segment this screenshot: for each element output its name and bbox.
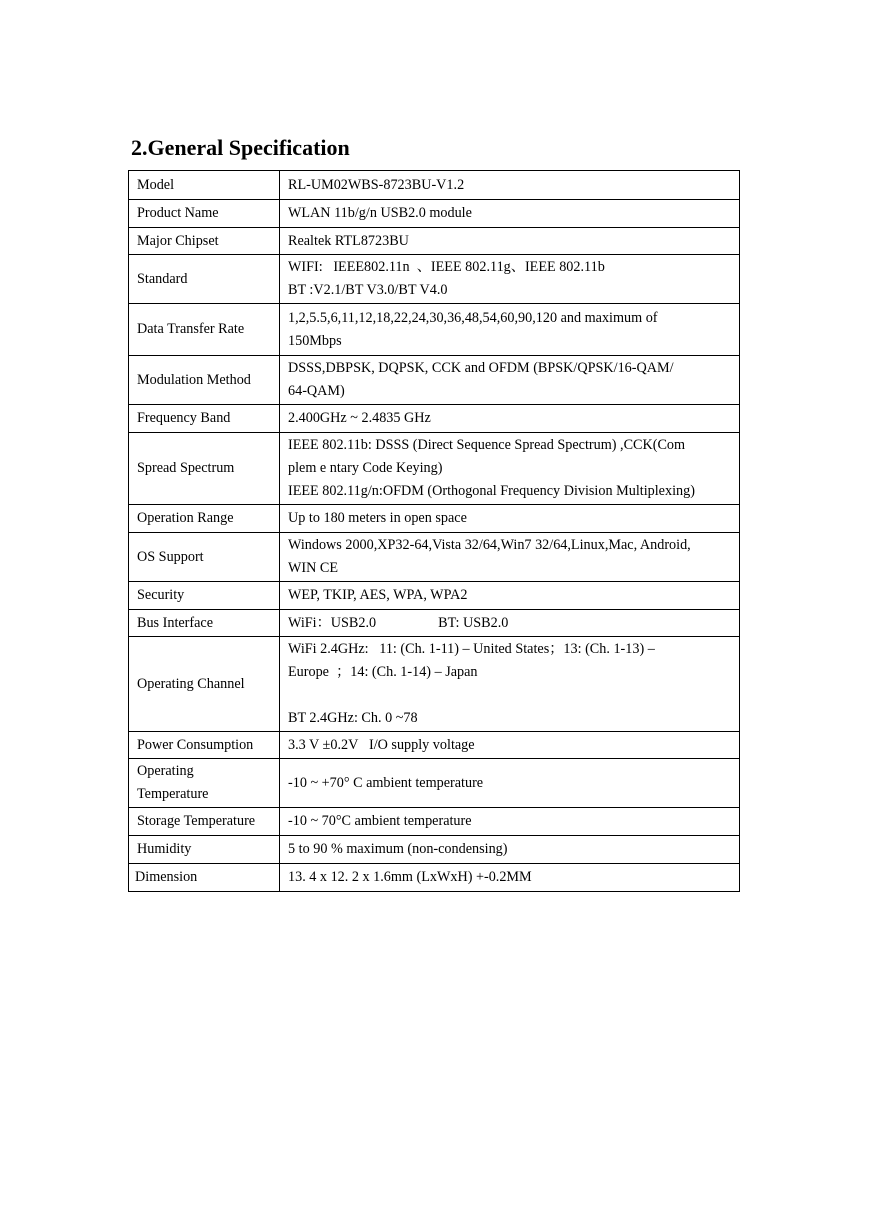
row-label: Product Name (129, 200, 280, 228)
label-line: Temperature (137, 786, 209, 802)
row-label: Storage Temperature (129, 808, 280, 836)
table-row-storage-temperature (129, 808, 740, 836)
row-value (280, 637, 740, 732)
value-line: Europe ；14: (Ch. 1-14) – Japan (288, 664, 478, 680)
value-line: WIN CE (288, 560, 339, 576)
table-row-operating-channel (129, 637, 740, 732)
value-line: 150Mbps (288, 332, 342, 349)
value-line: WiFi 2.4GHz: 11: (Ch. 1-11) – United States；13: (Ch. 1-13) – (288, 641, 655, 657)
table-row-modulation-method (129, 356, 740, 405)
row-value (280, 255, 740, 304)
row-label: Operating Channel (129, 637, 280, 732)
table-row-os-support (129, 533, 740, 582)
row-label: Humidity (129, 836, 280, 864)
row-label (129, 759, 280, 808)
row-label: Major Chipset (129, 228, 280, 255)
value-line: 64-QAM) (288, 383, 345, 399)
row-label: Spread Spectrum (129, 433, 280, 505)
row-label: Data Transfer Rate (129, 304, 280, 356)
row-value: Up to 180 meters in open space (280, 505, 740, 533)
row-label: Model (129, 171, 280, 200)
table-row-operation-range (129, 505, 740, 533)
bus-interface-wifi: WiFi：USB2.0 (288, 614, 377, 631)
general-specification-table (128, 170, 740, 892)
row-value (280, 304, 740, 356)
row-value: Realtek RTL8723BU (280, 228, 740, 255)
table-row-humidity (129, 836, 740, 864)
table-row-product-name (129, 200, 740, 228)
value-line: DSSS,DBPSK, DQPSK, CCK and OFDM (BPSK/QPSK/16-QAM/ (288, 360, 674, 376)
table-row-bus-interface (129, 610, 740, 637)
row-value: 13. 4 x 12. 2 x 1.6mm (LxWxH) +-0.2MM (280, 864, 740, 892)
value-line: BT 2.4GHz: Ch. 0 ~78 (288, 710, 418, 726)
row-value: 2.400GHz ~ 2.4835 GHz (280, 405, 740, 433)
value-line: Windows 2000,XP32-64,Vista 32/64,Win7 32/64,Linux,Mac, Android, (288, 537, 691, 553)
row-label: Frequency Band (129, 405, 280, 433)
table-row-data-transfer-rate (129, 304, 740, 356)
row-value: -10 ~ 70°C ambient temperature (280, 808, 740, 836)
row-value (280, 533, 740, 582)
table-row-model (129, 171, 740, 200)
row-label: Bus Interface (129, 610, 280, 637)
row-label: OS Support (129, 533, 280, 582)
row-label: Modulation Method (129, 356, 280, 405)
value-line: BT :V2.1/BT V3.0/BT V4.0 (288, 282, 448, 298)
value-line: 1,2,5.5,6,11,12,18,22,24,30,36,48,54,60,90,120 and maximum of (288, 309, 658, 326)
section-title: 2.General Specification (131, 135, 350, 160)
table-row-standard (129, 255, 740, 304)
row-label: Security (129, 582, 280, 610)
table-row-power-consumption (129, 732, 740, 759)
row-value: WLAN 11b/g/n USB2.0 module (280, 200, 740, 228)
table-row-frequency-band (129, 405, 740, 433)
table-row-operating-temperature (129, 759, 740, 808)
row-value: -10 ~ +70° C ambient temperature (280, 759, 740, 808)
row-label: Power Consumption (129, 732, 280, 759)
table-row-dimension (129, 864, 740, 892)
value-line: WIFI: IEEE802.11n 、IEEE 802.11g、IEEE 802.11b (288, 259, 605, 275)
row-value: 5 to 90 % maximum (non-condensing) (280, 836, 740, 864)
table-row-security (129, 582, 740, 610)
row-value (280, 610, 740, 637)
row-value: 3.3 V ±0.2V I/O supply voltage (280, 732, 740, 759)
row-value: RL-UM02WBS-8723BU-V1.2 (280, 171, 740, 200)
value-line: IEEE 802.11g/n:OFDM (Orthogonal Frequency Division Multiplexing) (288, 483, 695, 499)
bus-interface-bt: BT: USB2.0 (438, 614, 509, 631)
label-line: Operating (137, 763, 194, 779)
row-value: WEP, TKIP, AES, WPA, WPA2 (280, 582, 740, 610)
row-label: Operation Range (129, 505, 280, 533)
row-value (280, 433, 740, 505)
value-line: IEEE 802.11b: DSSS (Direct Sequence Spread Spectrum) ,CCK(Com (288, 437, 686, 453)
table-row-major-chipset (129, 228, 740, 255)
row-label: Dimension (129, 864, 280, 892)
value-line: plem e ntary Code Keying) (288, 460, 443, 476)
table-row-spread-spectrum (129, 433, 740, 505)
row-label: Standard (129, 255, 280, 304)
row-value (280, 356, 740, 405)
